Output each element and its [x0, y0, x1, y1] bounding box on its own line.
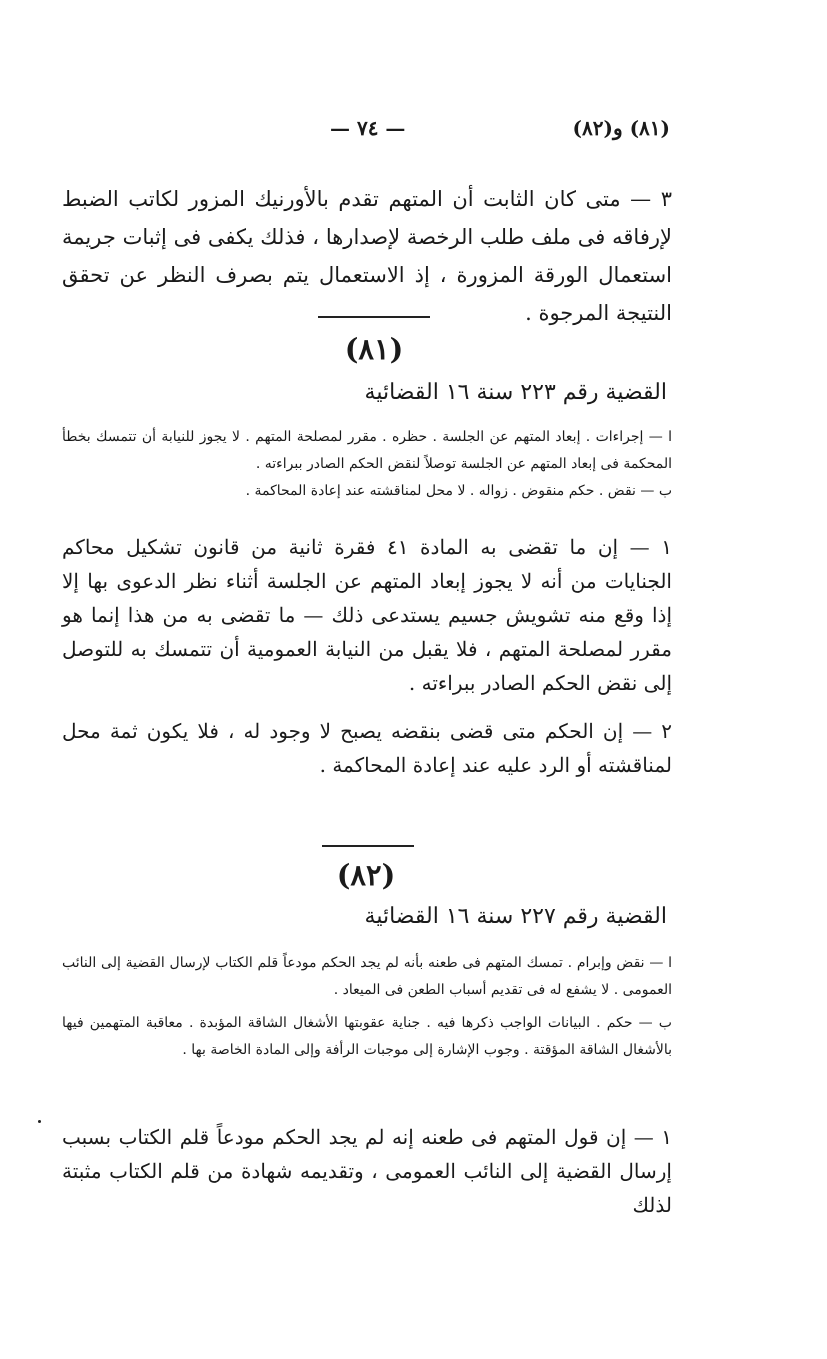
paragraph-2: ٢ — إن الحكم متى قضى بنقضه يصبح لا وجود له ، فلا يكون ثمة محل لمناقشته أو الرد عليه عند إعادة المحاكمة .: [62, 719, 672, 777]
summary-a: ا — إجراءات . إبعاد المتهم عن الجلسة . حظره . مقرر لمصلحة المتهم . لا يجوز للنيابة أن تتمسك بخطأ المحكمة فى إبعاد المتهم عن الجلسة توصلاً لنقض الحكم الصادر ببراءته .: [62, 429, 672, 472]
case-81-body: [62, 530, 672, 782]
case-81-title: القضية رقم ٢٢٣ سنة ١٦ القضائية: [364, 380, 667, 405]
case-82-title: القضية رقم ٢٢٧ سنة ١٦ القضائية: [364, 904, 667, 929]
case-82-number: (٨٢): [336, 858, 396, 892]
case-81-number: (٨١): [344, 332, 404, 366]
summary-b: ب — نقض . حكم منقوض . زواله . لا محل لمناقشته عند إعادة المحاكمة .: [245, 483, 672, 499]
case-range: (٨١) و(٨٢): [572, 116, 670, 140]
case-82-body: [62, 1120, 672, 1222]
margin-mark: [38, 1120, 41, 1123]
summary-a: ا — نقض وإبرام . تمسك المتهم فى طعنه بأنه لم يجد الحكم مودعاً قلم الكتاب لإرسال القضية إلى النائب العمومى . لا يشفع له فى تقديم أسباب الطعن فى الميعاد .: [62, 955, 672, 998]
paragraph-1: ١ — إن ما تقضى به المادة ٤١ فقرة ثانية من قانون تشكيل محاكم الجنايات من أنه لا يجوز إبعاد المتهم عن الجلسة أثناء نظر الدعوى بها إلا إذا وقع منه تشويش جسيم يستدعى ذلك — ما تقضى به من هذا إنما هو مقرر لمصلحة المتهم ، فلا يقبل من النيابة العمومية أن تتمسك به للتوصل إلى نقض الحكم الصادر ببراءته .: [62, 535, 672, 695]
paragraph-1: ١ — إن قول المتهم فى طعنه إنه لم يجد الحكم مودعاً قلم الكتاب بسبب إرسال القضية إلى النائب العمومى ، وتقديمه شهادة من قلم الكتاب مثبتة لذلك: [62, 1125, 672, 1217]
intro-paragraph: ٣ — متى كان الثابت أن المتهم تقدم بالأورنيك المزور لكاتب الضبط لإرفاقه فى ملف طلب الرخصة لإصدارها ، فذلك يكفى فى إثبات جريمة استعمال الورقة المزورة ، إذ الاستعمال يتم بصرف النظر عن تحقق النتيجة المرجوة .: [62, 187, 672, 325]
section-divider: [322, 845, 414, 847]
summary-b: ب — حكم . البيانات الواجب ذكرها فيه . جناية عقوبتها الأشغال الشاقة المؤبدة . معاقبة المتهمين فيها بالأشغال الشاقة المؤقتة . وجوب الإشارة إلى موجبات الرأفة وإلى المادة الخاصة بها .: [62, 1015, 672, 1058]
section-divider: [318, 316, 430, 318]
case-81-summary: [62, 424, 672, 505]
page-number: — ٧٤ —: [330, 116, 406, 140]
case-82-summary: [62, 950, 672, 1064]
page-header: [60, 116, 670, 150]
